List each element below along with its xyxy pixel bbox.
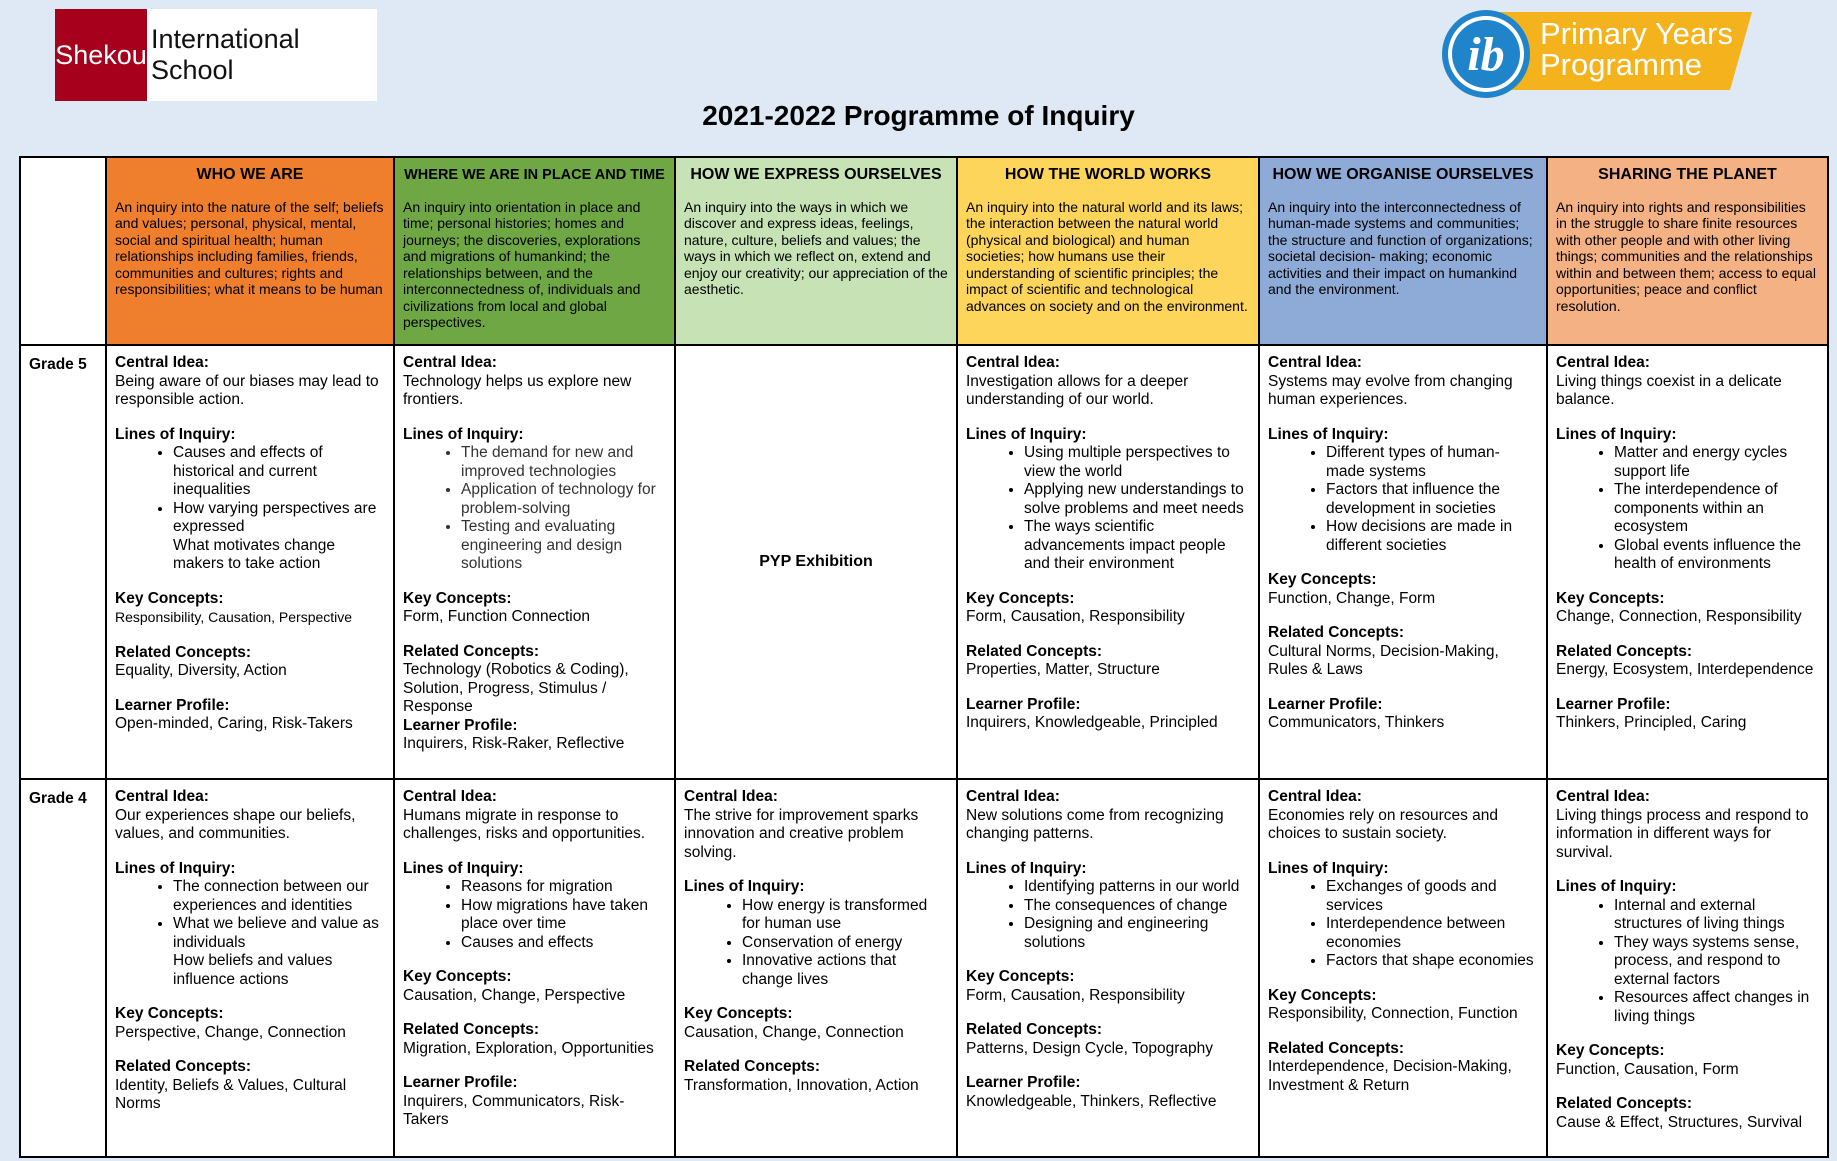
- grade5-organise-cell: Central Idea: Systems may evolve from changing human experiences. Lines of Inquiry: • Different types of human-made systems • Factors that influence the development in societies • How decisions are made in different societies Key Concepts: Function, Change, Form Related Concepts: Cultural Norms, Decision-Making, Rules & Laws Learner Profile: Communicators, Thinkers: [1259, 345, 1547, 779]
- grade5-planet-cell: Central Idea: Living things coexist in a delicate balance. Lines of Inquiry: • Matter and energy cycles support life • The interdependence of components within an ecosystem • Global events influence the health of environments Key Concepts: Change, Connection, Responsibility Related Concepts: Energy, Ecosystem, Interdependence Learner Profile: Thinkers, Principled, Caring: [1547, 345, 1828, 779]
- list-item: • Reasons for migration: [461, 878, 666, 897]
- grade4-who-cell: Central Idea: Our experiences shape our beliefs, values, and communities. Lines of Inquiry: • The connection between our experiences and identities • What we believe and value as individuals How beliefs and values influence actions Key Concepts: Perspective, Change, Connection Related Concepts: Identity, Beliefs & Values, Cultural Norms: [106, 779, 394, 1157]
- list-item: • The demand for new and improved technologies: [461, 444, 666, 481]
- theme-where-we-are: WHERE WE ARE IN PLACE AND TIME An inquiry into orientation in place and time; personal histories; homes and journeys; the discoveries, explorations and migrations of humankind; the relationships between, and the interconnectedness of, individuals and civilizations from local and global perspectives.: [394, 157, 675, 345]
- grade5-pyp-exhibition: PYP Exhibition: [675, 345, 957, 779]
- theme-how-the-world-works: HOW THE WORLD WORKS An inquiry into the natural world and its laws; the interaction between the natural world (physical and biological) and human societies; how humans use their understanding of scientific principles; the impact of scientific and technological advances on society and on the environment.: [957, 157, 1259, 345]
- grade5-row: [20, 345, 1828, 779]
- school-logo: [55, 9, 377, 101]
- list-item: • Interdependence between economies: [1326, 915, 1538, 952]
- list-item: • Using multiple perspectives to view the world: [1024, 444, 1250, 481]
- theme-who-we-are: WHO WE ARE An inquiry into the nature of the self; beliefs and values; personal, physical, mental, social and spiritual health; human relationships including families, friends, communities and cultures; rights and responsibilities; what it means to be human: [106, 157, 394, 345]
- list-item: • Resources affect changes in living things: [1614, 989, 1819, 1026]
- grade4-organise-cell: Central Idea: Economies rely on resources and choices to sustain society. Lines of Inquiry: • Exchanges of goods and services • Interdependence between economies • Factors that shape economies Key Concepts: Responsibility, Connection, Function Related Concepts: Interdependence, Decision-Making, Investment & Return: [1259, 779, 1547, 1157]
- list-item: • Causes and effects of historical and current inequalities: [173, 444, 385, 500]
- grade5-world-cell: Central Idea: Investigation allows for a deeper understanding of our world. Lines of Inquiry: • Using multiple perspectives to view the world • Applying new understandings to solve problems and meet needs • The ways scientific advancements impact people and their environment Key Concepts: Form, Causation, Responsibility Related Concepts: Properties, Matter, Structure Learner Profile: Inquirers, Knowledgeable, Principled: [957, 345, 1259, 779]
- ib-programme-name: Primary Years Programme: [1540, 16, 1733, 82]
- list-item: • What we believe and value as individuals: [173, 915, 385, 952]
- ib-pyp-logo: [1440, 10, 1752, 98]
- list-item: • How varying perspectives are expressed: [173, 500, 385, 537]
- theme-how-we-organise: HOW WE ORGANISE OURSELVES An inquiry into the interconnectedness of human-made systems and communities; the structure and function of organizations; societal decision- making; economic activities and their impact on humankind and the environment.: [1259, 157, 1547, 345]
- page-title: 2021-2022 Programme of Inquiry: [702, 100, 1135, 131]
- school-logo-brand: Shekou: [55, 9, 147, 101]
- grade4-planet-cell: Central Idea: Living things process and respond to information in different ways for survival. Lines of Inquiry: • Internal and external structures of living things • They ways systems sense, process, and respond to external factors • Resources affect changes in living things Key Concepts: Function, Causation, Form Related Concepts: Cause & Effect, Structures, Survival: [1547, 779, 1828, 1157]
- grade4-where-cell: Central Idea: Humans migrate in response to challenges, risks and opportunities. Lines of Inquiry: • Reasons for migration • How migrations have taken place over time • Causes and effects Key Concepts: Causation, Change, Perspective Related Concepts: Migration, Exploration, Opportunities Learner Profile: Inquirers, Communicators, Risk-Takers: [394, 779, 675, 1157]
- list-item: • Identifying patterns in our world: [1024, 878, 1250, 897]
- list-item: • The consequences of change: [1024, 897, 1250, 916]
- list-item: • Different types of human-made systems: [1326, 444, 1538, 481]
- grade4-express-cell: Central Idea: The strive for improvement sparks innovation and creative problem solving. Lines of Inquiry: • How energy is transformed for human use • Conservation of energy • Innovative actions that change lives Key Concepts: Causation, Change, Connection Related Concepts: Transformation, Innovation, Action: [675, 779, 957, 1157]
- list-item: • Application of technology for problem-solving: [461, 481, 666, 518]
- grade5-where-cell: Central Idea: Technology helps us explore new frontiers. Lines of Inquiry: • The demand for new and improved technologies • Application of technology for problem-solving • Testing and evaluating engineering and design solutions Key Concepts: Form, Function Connection Related Concepts: Technology (Robotics & Coding), Solution, Progress, Stimulus / Response Learner Profile: Inquirers, Risk-Raker, Reflective: [394, 345, 675, 779]
- list-item: • Conservation of energy: [742, 934, 948, 953]
- list-item: • Factors that shape economies: [1326, 952, 1538, 971]
- ib-letters: ib: [1467, 28, 1505, 81]
- list-item: • How energy is transformed for human use: [742, 897, 948, 934]
- grade4-label: Grade 4: [20, 779, 106, 1157]
- list-item: • Internal and external structures of living things: [1614, 897, 1819, 934]
- list-item: • The ways scientific advancements impact people and their environment: [1024, 518, 1250, 574]
- grade5-who-cell: Central Idea: Being aware of our biases may lead to responsible action. Lines of Inquiry: • Causes and effects of historical and current inequalities • How varying perspectives are expressed What motivates change makers to take action Key Concepts: Responsibility, Causation, Perspective Related Concepts: Equality, Diversity, Action Learner Profile: Open-minded, Caring, Risk-Takers: [106, 345, 394, 779]
- list-item: • Causes and effects: [461, 934, 666, 953]
- list-item: • How migrations have taken place over time: [461, 897, 666, 934]
- grade5-label: Grade 5: [20, 345, 106, 779]
- theme-sharing-the-planet: SHARING THE PLANET An inquiry into rights and responsibilities in the struggle to share finite resources with other people and with other living things; communities and the relationships within and between them; access to equal opportunities; peace and conflict resolution.: [1547, 157, 1828, 345]
- list-item: • The interdependence of components within an ecosystem: [1614, 481, 1819, 537]
- list-item: • Designing and engineering solutions: [1024, 915, 1250, 952]
- programme-of-inquiry-table: [19, 156, 1829, 1158]
- list-item: • Factors that influence the development in societies: [1326, 481, 1538, 518]
- grade4-row: [20, 779, 1828, 1157]
- list-item: • Exchanges of goods and services: [1326, 878, 1538, 915]
- list-item: • Testing and evaluating engineering and design solutions: [461, 518, 666, 574]
- list-item: • The connection between our experiences and identities: [173, 878, 385, 915]
- list-item: • Global events influence the health of environments: [1614, 537, 1819, 574]
- grade4-world-cell: Central Idea: New solutions come from recognizing changing patterns. Lines of Inquiry: • Identifying patterns in our world • The consequences of change • Designing and engineering solutions Key Concepts: Form, Causation, Responsibility Related Concepts: Patterns, Design Cycle, Topography Learner Profile: Knowledgeable, Thinkers, Reflective: [957, 779, 1259, 1157]
- school-logo-name: International School: [151, 24, 300, 85]
- theme-header-row: [20, 157, 1828, 345]
- blank-corner-cell: [20, 157, 106, 345]
- list-item: • How decisions are made in different societies: [1326, 518, 1538, 555]
- list-item: • Matter and energy cycles support life: [1614, 444, 1819, 481]
- list-item: • Applying new understandings to solve problems and meet needs: [1024, 481, 1250, 518]
- list-item: • They ways systems sense, process, and respond to external factors: [1614, 934, 1819, 990]
- list-item: • Innovative actions that change lives: [742, 952, 948, 989]
- theme-how-we-express: HOW WE EXPRESS OURSELVES An inquiry into the ways in which we discover and express ideas, feelings, nature, culture, beliefs and values; the ways in which we reflect on, extend and enjoy our creativity; our appreciation of the aesthetic.: [675, 157, 957, 345]
